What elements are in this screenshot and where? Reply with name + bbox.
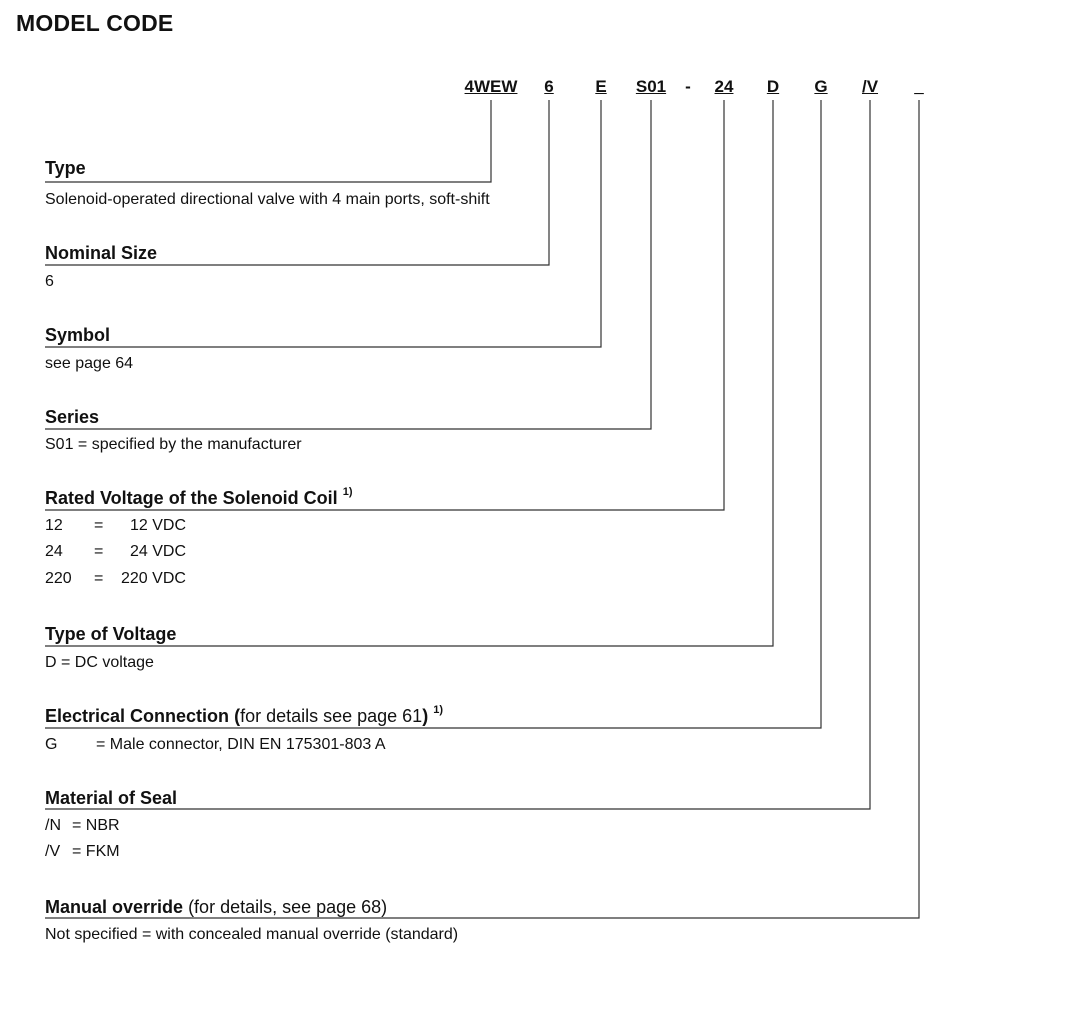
code-nominal-size: 6 (544, 77, 554, 96)
seal-heading: Material of Seal (45, 788, 178, 808)
electrical-code: G (45, 736, 58, 753)
manual-override-heading (45, 897, 387, 918)
code-voltage: 24 (714, 77, 734, 96)
type-heading: Type (45, 158, 86, 178)
code-manual-override: _ (914, 77, 924, 96)
voltage-value: 12 VDC (130, 517, 187, 534)
electrical-footnote: 1) (433, 704, 443, 716)
code-type: 4WEW (464, 77, 518, 96)
nominal-size-heading: Nominal Size (45, 243, 158, 263)
voltage-eq: = (94, 570, 104, 587)
seal-code: /N (45, 817, 61, 834)
electrical-heading (45, 706, 443, 727)
voltage-eq: = (94, 543, 104, 560)
voltage-type-heading: Type of Voltage (45, 624, 177, 644)
voltage-heading (45, 488, 352, 509)
manual-override-heading-text: Manual override (45, 897, 184, 917)
seal-code: /V (45, 843, 61, 860)
series-text: S01 = specified by the manufacturer (45, 436, 302, 453)
electrical-paren-close: ) (422, 706, 429, 726)
voltage-footnote: 1) (342, 486, 353, 498)
code-series: S01 (635, 77, 667, 96)
seal-text: = NBR (72, 817, 120, 834)
type-text: Solenoid-operated directional valve with 4 main ports, soft-shift (45, 191, 490, 208)
electrical-text: = Male connector, DIN EN 175301-803 A (96, 736, 386, 753)
series-heading: Series (45, 407, 100, 427)
code-voltage-type: D (766, 77, 780, 96)
manual-override-text: Not specified = with concealed manual override (standard) (45, 926, 459, 943)
nominal-size-text: 6 (45, 273, 54, 290)
code-seal: /V (861, 77, 879, 96)
page-title: MODEL CODE (16, 10, 174, 36)
seal-text: = FKM (72, 843, 120, 860)
connector-symbol (45, 100, 601, 347)
voltage-value: 24 VDC (130, 543, 187, 560)
voltage-code: 220 (45, 570, 72, 587)
code-separator: - (685, 77, 691, 96)
voltage-code: 24 (45, 543, 63, 560)
voltage-type-text: D = DC voltage (45, 654, 154, 671)
electrical-paren-open: ( (234, 706, 241, 726)
connector-type (45, 100, 491, 182)
electrical-heading-text: Electrical Connection (45, 706, 230, 726)
voltage-code: 12 (45, 517, 63, 534)
voltage-value: 220 VDC (121, 570, 186, 587)
voltage-eq: = (94, 517, 104, 534)
symbol-heading: Symbol (45, 325, 111, 345)
manual-override-heading-note: (for details, see page 68) (188, 897, 388, 917)
electrical-heading-note: for details see page 61 (240, 706, 423, 726)
voltage-heading-text: Rated Voltage of the Solenoid Coil (45, 488, 338, 508)
code-electrical-connection: G (814, 77, 828, 96)
code-symbol: E (595, 77, 607, 96)
symbol-text: see page 64 (45, 355, 134, 372)
